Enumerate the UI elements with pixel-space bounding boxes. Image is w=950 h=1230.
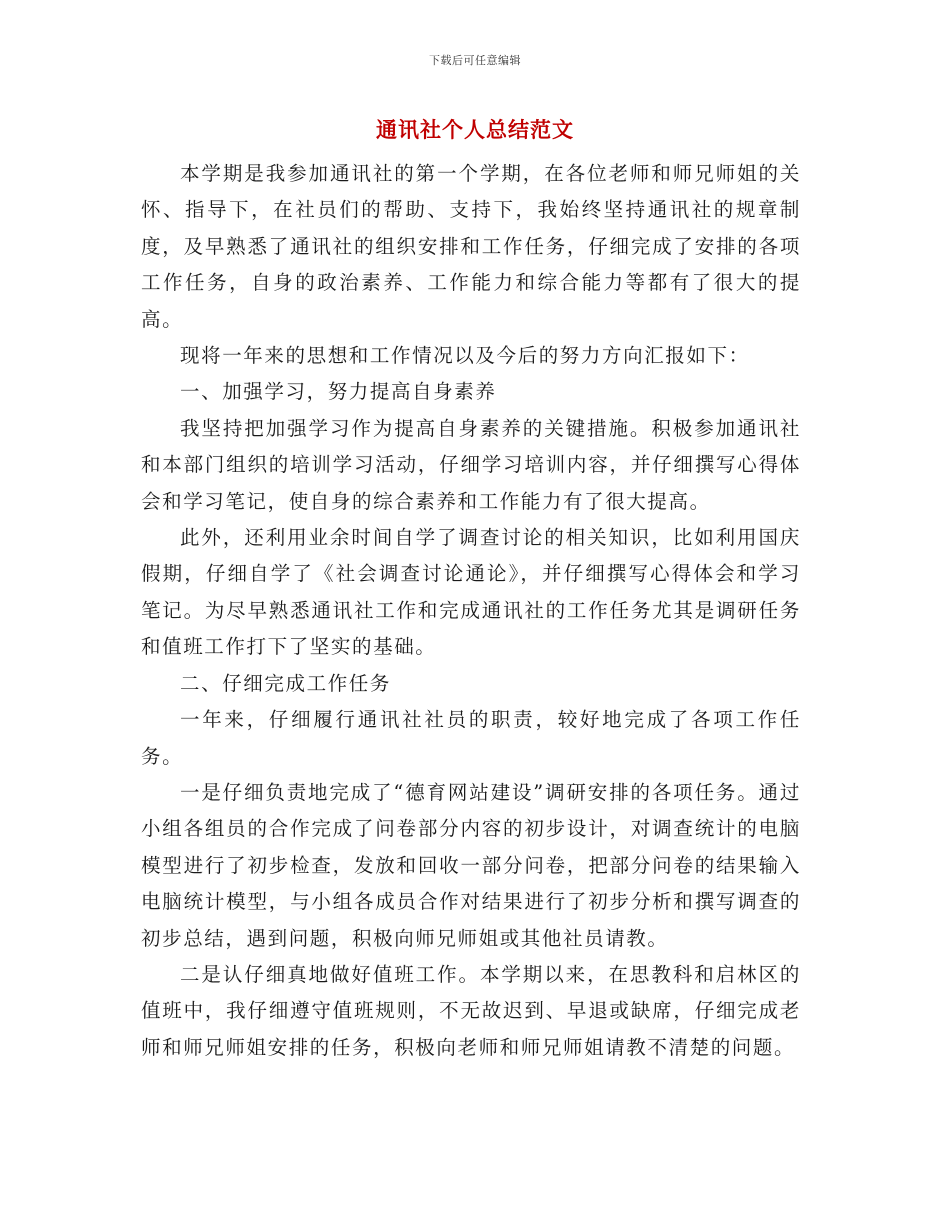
section-heading-2: 二、仔细完成工作任务: [180, 671, 392, 695]
paragraph-report-lead: 现将一年来的思想和工作情况以及今后的努力方向汇报如下：: [180, 344, 750, 368]
paragraph-duties: 一年来，仔细履行通讯社社员的职责，较好地完成了各项工作任务。: [141, 708, 801, 768]
paragraph-duty-shift: 二是认仔细真地做好值班工作。本学期以来，在思教科和启林区的值班中，我仔细遵守值班规则，不无故迟到、早退或缺席，仔细完成老师和师兄师姐安排的任务，积极向老师和师兄师姐请教不清楚的问题。: [141, 962, 801, 1059]
section-heading-1: 一、加强学习，努力提高自身素养: [180, 380, 497, 404]
paragraph-self-study: 此外，还利用业余时间自学了调查讨论的相关知识，比如利用国庆假期，仔细自学了《社会调查讨论通论》，并仔细撰写心得体会和学习笔记。为尽早熟悉通讯社工作和完成通讯社的工作任务尤其是调研任务和值班工作打下了坚实的基础。: [141, 526, 801, 659]
paragraph-intro: 本学期是我参加通讯社的第一个学期，在各位老师和师兄师姐的关怀、指导下，在社员们的帮助、支持下，我始终坚持通讯社的规章制度，及早熟悉了通讯社的组织安排和工作任务，仔细完成了安排的各项工作任务，自身的政治素养、工作能力和综合能力等都有了很大的提高。: [141, 162, 801, 331]
paragraph-study: 我坚持把加强学习作为提高自身素养的关键措施。积极参加通讯社和本部门组织的培训学习活动，仔细学习培训内容，并仔细撰写心得体会和学习笔记，使自身的综合素养和工作能力有了很大提高。: [141, 416, 801, 513]
document-body: [141, 156, 801, 1066]
header-note: 下载后可任意编辑: [429, 54, 521, 67]
document-title: 通讯社个人总结范文: [376, 117, 574, 142]
paragraph-survey-task: 一是仔细负责地完成了“德育网站建设”调研安排的各项任务。通过小组各组员的合作完成了问卷部分内容的初步设计，对调查统计的电脑模型进行了初步检查，发放和回收一部分问卷，把部分问卷的结果输入电脑统计模型，与小组各成员合作对结果进行了初步分析和撰写调查的初步总结，遇到问题，积极向师兄师姐或其他社员请教。: [141, 780, 801, 950]
